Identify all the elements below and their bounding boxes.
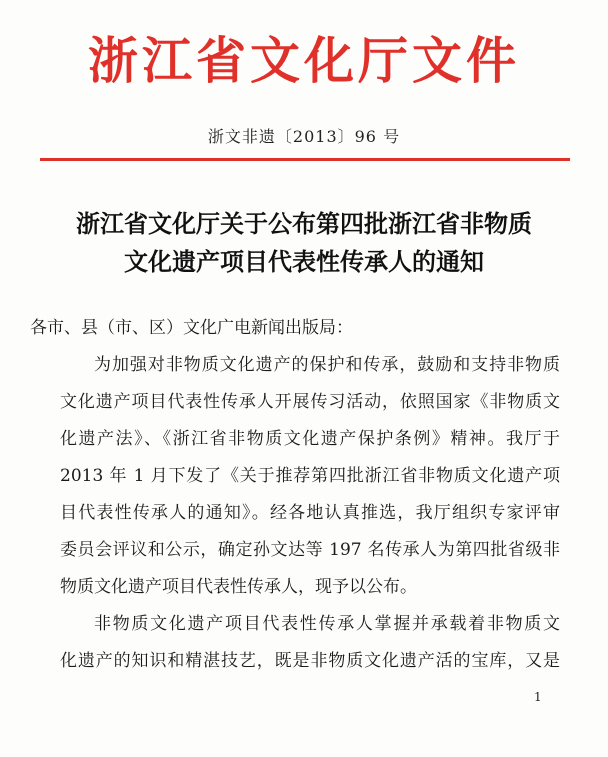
notice-title-line-1: 浙江省文化厅关于公布第四批浙江省非物质 (76, 210, 532, 238)
red-divider-rule (40, 158, 570, 161)
document-number: 浙文非遗〔2013〕96 号 (207, 127, 401, 146)
paragraph-1-line-2: 文化遗产项目代表性传承人开展传习活动，依照国家《非物质文 (60, 392, 560, 412)
paragraph-2-line-1: 非物质文化遗产项目代表性传承人掌握并承载着非物质文 (94, 614, 560, 634)
page-number: 1 (534, 690, 542, 704)
paragraph-1-line-3: 化遗产法》、《浙江省非物质文化遗产保护条例》精神。我厅于 (60, 429, 560, 449)
paragraph-1-line-6: 委员会评议和公示，确定孙文达等 197 名传承人为第四批省级非 (60, 540, 560, 560)
notice-title-line-2: 文化遗产项目代表性传承人的通知 (124, 248, 484, 276)
paragraph-1-line-5: 目代表性传承人的通知》。经各地认真推选，我厅组织专家评审 (60, 503, 560, 523)
paragraph-1-line-4: 2013 年 1 月下发了《关于推荐第四批浙江省非物质文化遗产项 (60, 466, 560, 486)
salutation: 各市、县（市、区）文化广电新闻出版局： (30, 318, 353, 338)
issuing-authority-title: 浙江省文化厅文件 (88, 31, 520, 90)
paragraph-2-line-2: 化遗产的知识和精湛技艺，既是非物质文化遗产活的宝库，又是 (60, 651, 560, 671)
notice-title (0, 205, 608, 281)
notice-body (30, 310, 560, 680)
paragraph-1-line-1: 为加强对非物质文化遗产的保护和传承，鼓励和支持非物质 (94, 355, 560, 375)
paragraph-1-line-7: 物质文化遗产项目代表性传承人，现予以公布。 (60, 577, 417, 597)
